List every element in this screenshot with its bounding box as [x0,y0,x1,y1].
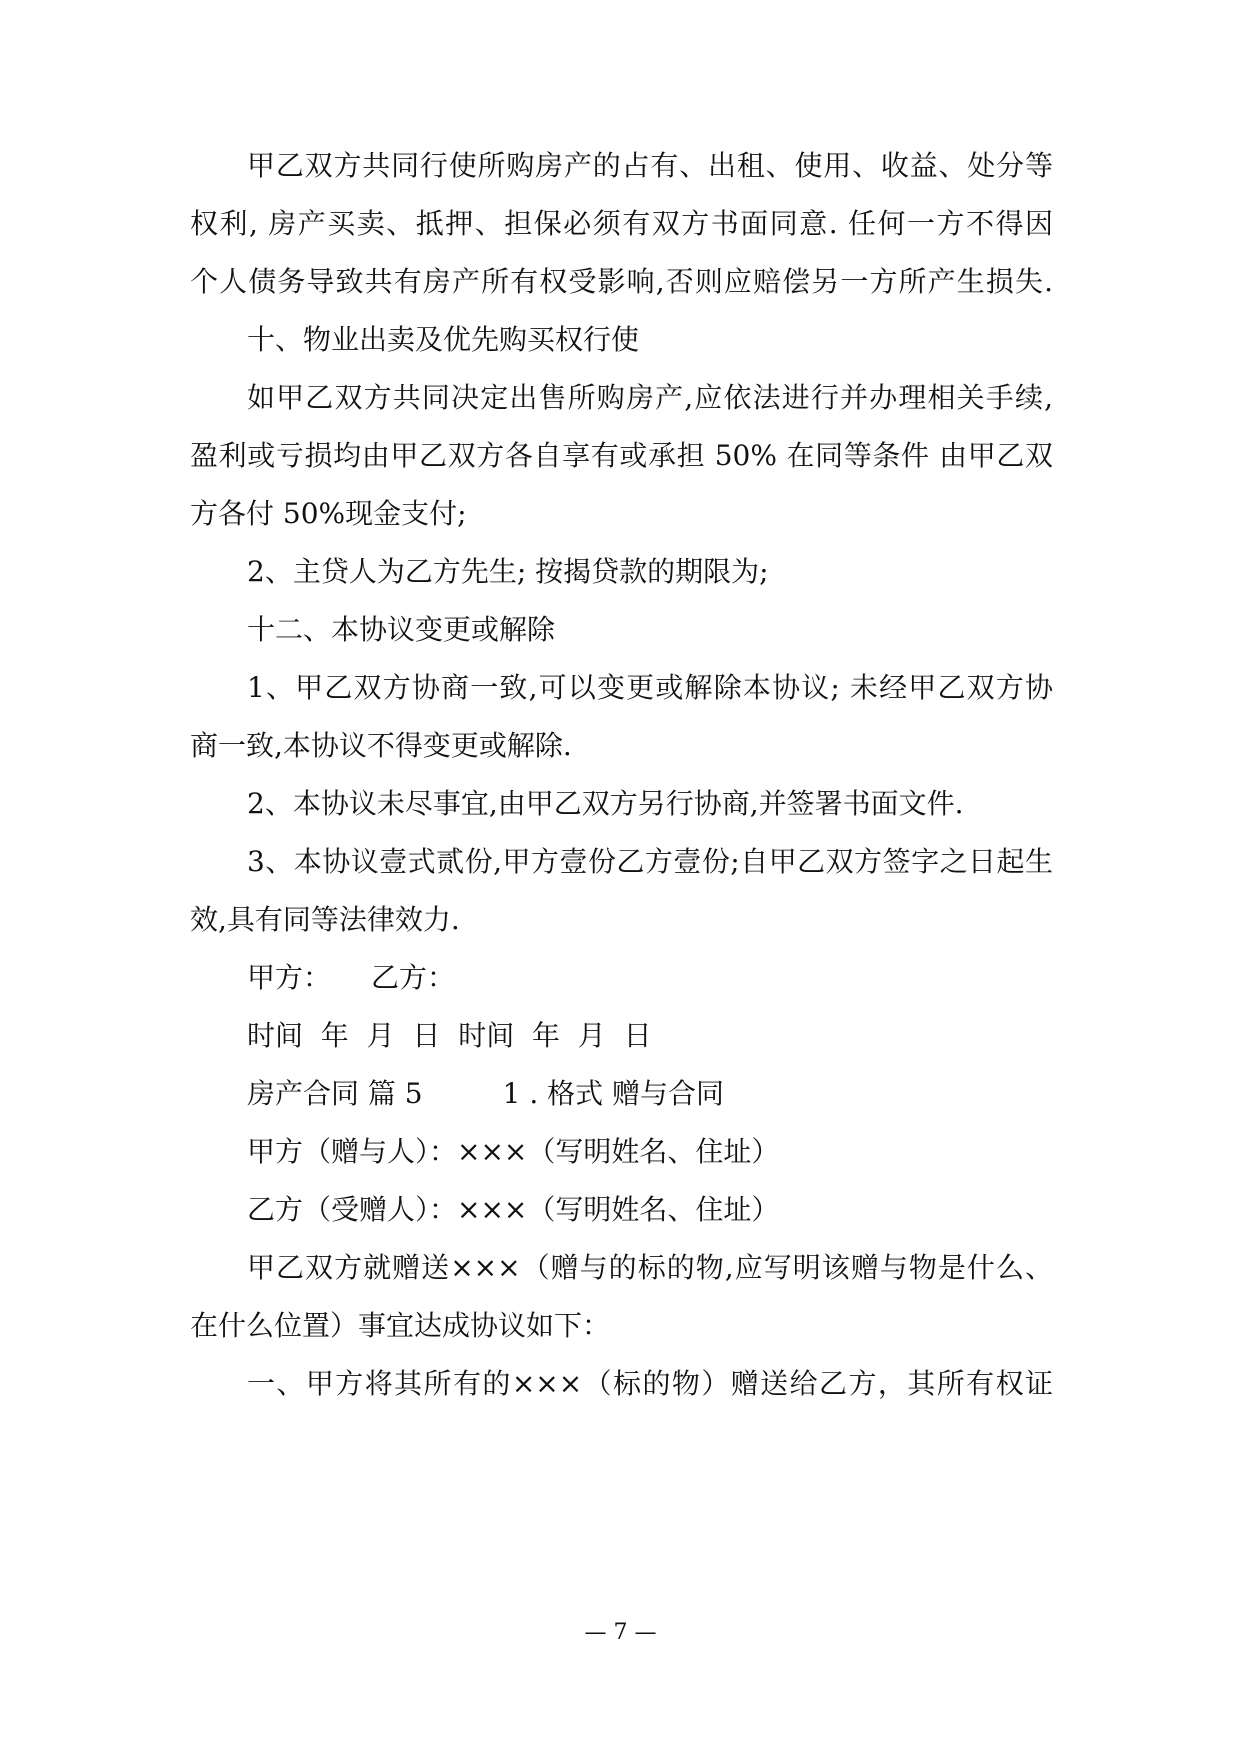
donee-line: 乙方（受赠人）：×××（写明姓名、住址） [247,1193,780,1226]
party-a-label: 甲方： [247,961,332,994]
paragraph-line: 在什么位置）事宜达成协议如下： [190,1309,611,1342]
paragraph-line: 商一致,本协议不得变更或解除. [190,729,572,762]
donor-line: 甲方（赠与人）：×××（写明姓名、住址） [247,1135,780,1168]
paragraph-line: 2、主贷人为乙方先生; 按揭贷款的期限为; [247,555,769,588]
paragraph-line: 盈利或亏损均由甲乙双方各自享有或承担 50% 在同等条件 由甲乙双 [190,439,1053,472]
paragraph-line: 个人债务导致共有房产所有权受影响,否则应赔偿另一方所产生损失. [190,265,1053,298]
section-heading: 十二、本协议变更或解除 [247,613,556,646]
paragraph-line: 3、本协议壹式贰份,甲方壹份乙方壹份;自甲乙双方签字之日起生 [247,845,1053,878]
paragraph-line: 方各付 50%现金支付; [190,497,467,530]
party-b-label: 乙方： [371,961,456,994]
contract-heading [247,1074,724,1114]
contract-format: 1 . 格式 赠与合同 [502,1077,725,1110]
paragraph-line: 效,具有同等法律效力. [190,903,460,936]
paragraph-line: 甲乙双方共同行使所购房产的占有、出租、使用、收益、处分等 [247,149,1053,182]
page-number: — 7 — [584,1620,657,1645]
paragraph-line: 如甲乙双方共同决定出售所购房产,应依法进行并办理相关手续, [247,381,1053,414]
paragraph-line: 甲乙双方就赠送×××（赠与的标的物,应写明该赠与物是什么、 [247,1251,1053,1284]
date-line: 时间 年 月 日 时间 年 月 日 [247,1019,652,1052]
signature-line [247,958,455,998]
contract-title: 房产合同 篇 5 [247,1077,423,1110]
paragraph-line: 1、甲乙双方协商一致,可以变更或解除本协议; 未经甲乙双方协 [247,671,1053,704]
paragraph-line: 权利, 房产买卖、抵押、担保必须有双方书面同意. 任何一方不得因 [190,207,1053,240]
paragraph-line: 2、本协议未尽事宜,由甲乙双方另行协商,并签署书面文件. [247,787,964,820]
section-heading: 十、物业出卖及优先购买权行使 [247,323,640,356]
paragraph-line: 一、甲方将其所有的×××（标的物）赠送给乙方，其所有权证 [247,1367,1053,1400]
